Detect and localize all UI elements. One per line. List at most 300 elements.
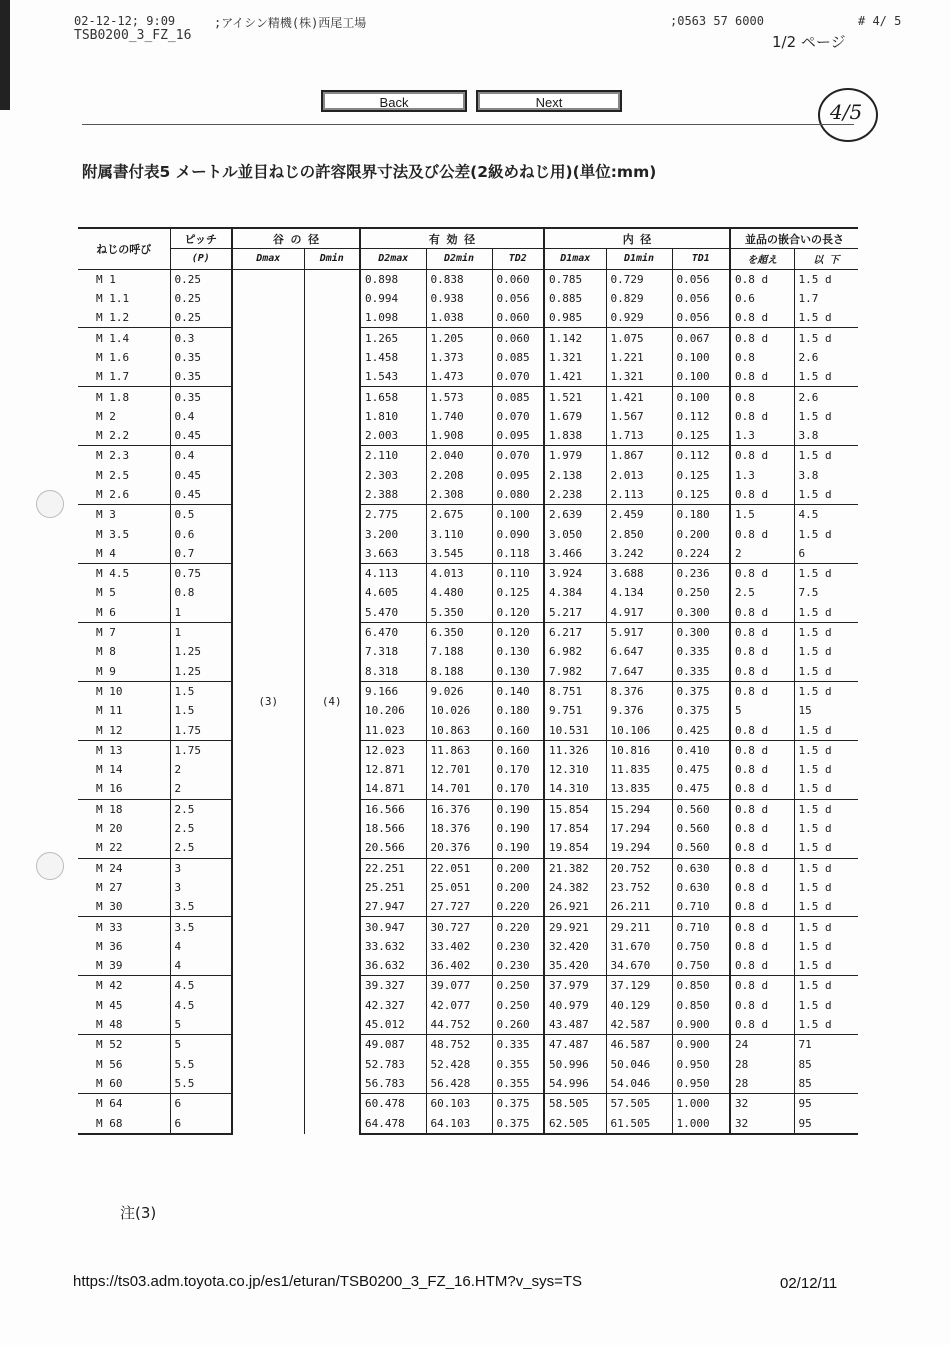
cell-pitch: 2.5 [170, 799, 232, 819]
cell-under: 1.5 d [794, 603, 858, 623]
cell-d2max: 25.251 [360, 878, 426, 897]
cell-td2: 0.060 [492, 269, 544, 289]
cell-td2: 0.120 [492, 622, 544, 642]
cell-td2: 0.230 [492, 937, 544, 956]
cell-td2: 0.160 [492, 720, 544, 740]
cell-td2: 0.200 [492, 878, 544, 897]
header-dmax: Dmax [232, 249, 304, 269]
table-row [78, 1094, 858, 1114]
cell-d2min: 2.308 [426, 485, 492, 505]
cell-d2min: 9.026 [426, 681, 492, 701]
cell-td2: 0.095 [492, 466, 544, 485]
header-engagement-length: 並品の嵌合いの長さ [730, 228, 858, 249]
cell-pitch: 0.8 [170, 583, 232, 602]
cell-name: M 20 [96, 822, 123, 836]
cell-td2: 0.060 [492, 328, 544, 348]
cell-td2: 0.220 [492, 897, 544, 917]
cell-pitch: 4 [170, 937, 232, 956]
cell-over: 0.8 d [730, 799, 794, 819]
cell-d2min: 2.675 [426, 505, 492, 525]
table-row [78, 524, 858, 543]
cell-d1max: 62.505 [544, 1113, 606, 1133]
cell-d1min: 6.647 [606, 642, 672, 661]
cell-pitch: 0.4 [170, 407, 232, 426]
cell-name: M 1.2 [78, 308, 170, 328]
cell-name: M 68 [78, 1113, 170, 1133]
cell-name: M 16 [78, 779, 170, 799]
cell-d2max: 1.543 [360, 367, 426, 387]
cell-d2min: 44.752 [426, 1015, 492, 1035]
table-row [78, 328, 858, 348]
cell-name: M 27 [96, 880, 123, 894]
cell-pitch: 1.75 [170, 720, 232, 740]
cell-d1max: 40.979 [544, 996, 606, 1015]
cell-pitch: 3 [170, 858, 232, 878]
cell-over: 0.8 d [730, 976, 794, 996]
cell-under: 1.5 d [794, 937, 858, 956]
cell-pitch: 2 [170, 760, 232, 779]
cell-under: 1.5 d [794, 1015, 858, 1035]
cell-d1max: 43.487 [544, 1015, 606, 1035]
table-row [78, 308, 858, 328]
cell-td2: 0.100 [492, 505, 544, 525]
cell-d1max: 12.310 [544, 760, 606, 779]
cell-over: 0.8 d [730, 603, 794, 623]
header-under: 以 下 [794, 249, 858, 269]
cell-d1max: 1.979 [544, 446, 606, 466]
cell-d2min: 33.402 [426, 937, 492, 956]
cell-td2: 0.095 [492, 426, 544, 446]
cell-under: 1.5 d [794, 956, 858, 976]
cell-d1max: 32.420 [544, 937, 606, 956]
cell-d2max: 2.303 [360, 466, 426, 485]
cell-d2min: 10.863 [426, 720, 492, 740]
cell-d1max: 26.921 [544, 897, 606, 917]
cell-under: 1.5 d [794, 976, 858, 996]
cell-td1: 0.100 [672, 387, 730, 407]
table-row [78, 622, 858, 642]
cell-name: M 64 [96, 1097, 123, 1111]
table-row [78, 897, 858, 917]
cell-name: M 33 [96, 920, 123, 934]
table-row [78, 996, 858, 1015]
cell-d2min: 20.376 [426, 838, 492, 858]
cell-name: M 2.2 [78, 426, 170, 446]
cell-td1: 0.180 [672, 505, 730, 525]
cell-name: M 45 [96, 998, 123, 1012]
cell-d2max: 12.023 [360, 740, 426, 760]
cell-over: 0.8 d [730, 897, 794, 917]
cell-d2min: 1.373 [426, 348, 492, 367]
cell-pitch: 1 [170, 603, 232, 623]
cell-d2min: 1.205 [426, 328, 492, 348]
cell-d2min: 1.908 [426, 426, 492, 446]
back-button[interactable]: Back [321, 90, 467, 112]
cell-td2: 0.090 [492, 524, 544, 543]
cell-pitch: 3 [170, 878, 232, 897]
cell-d1max: 2.639 [544, 505, 606, 525]
cell-over: 0.8 d [730, 662, 794, 682]
cell-d1min: 1.221 [606, 348, 672, 367]
cell-d2max: 2.388 [360, 485, 426, 505]
cell-d1min: 9.376 [606, 701, 672, 720]
cell-under: 1.5 d [794, 799, 858, 819]
header-d2min: D2min [426, 249, 492, 269]
cell-under: 4.5 [794, 505, 858, 525]
cell-under: 1.5 d [794, 740, 858, 760]
cell-d2max: 2.110 [360, 446, 426, 466]
table-row [78, 662, 858, 682]
cell-d2max: 45.012 [360, 1015, 426, 1035]
cell-d2max: 3.200 [360, 524, 426, 543]
cell-pitch: 0.5 [170, 505, 232, 525]
cell-d1min: 10.106 [606, 720, 672, 740]
cell-td1: 0.112 [672, 407, 730, 426]
cell-over: 1.3 [730, 466, 794, 485]
cell-name: M 8 [96, 645, 116, 659]
cell-d2max: 9.166 [360, 681, 426, 701]
table-row [78, 348, 858, 367]
cell-td1: 0.950 [672, 1054, 730, 1073]
cell-d1max: 1.421 [544, 367, 606, 387]
cell-d2min: 36.402 [426, 956, 492, 976]
cell-td1: 0.200 [672, 524, 730, 543]
cell-name: M 1.4 [96, 331, 130, 345]
cell-pitch: 4.5 [170, 996, 232, 1015]
cell-d2min: 1.573 [426, 387, 492, 407]
cell-d2min: 27.727 [426, 897, 492, 917]
cell-name: M 3.5 [96, 527, 130, 541]
cell-pitch: 3.5 [170, 917, 232, 937]
cell-d2min: 39.077 [426, 976, 492, 996]
header-d1min: D1min [606, 249, 672, 269]
cell-d1max: 1.321 [544, 348, 606, 367]
cell-pitch: 2.5 [170, 819, 232, 838]
cell-under: 71 [794, 1035, 858, 1055]
cell-d1min: 1.321 [606, 367, 672, 387]
cell-td1: 0.750 [672, 956, 730, 976]
cell-under: 3.8 [794, 426, 858, 446]
cell-over: 32 [730, 1113, 794, 1133]
cell-under: 1.5 d [794, 622, 858, 642]
cell-pitch: 0.75 [170, 564, 232, 584]
cell-under: 1.5 d [794, 838, 858, 858]
cell-td2: 0.375 [492, 1094, 544, 1114]
cell-td2: 0.056 [492, 289, 544, 308]
cell-over: 0.8 d [730, 858, 794, 878]
cell-under: 7.5 [794, 583, 858, 602]
cell-d1min: 7.647 [606, 662, 672, 682]
cell-d2min: 3.545 [426, 544, 492, 564]
cell-over: 0.8 d [730, 1015, 794, 1035]
table-row [78, 426, 858, 446]
cell-td1: 0.335 [672, 642, 730, 661]
cell-under: 1.5 d [794, 897, 858, 917]
header-inner-diameter: 内 径 [544, 228, 730, 249]
cell-d1min: 19.294 [606, 838, 672, 858]
cell-td1: 0.475 [672, 779, 730, 799]
cell-d1min: 11.835 [606, 760, 672, 779]
cell-td1: 0.112 [672, 446, 730, 466]
table-row [78, 603, 858, 623]
cell-pitch: 2.5 [170, 838, 232, 858]
table-body [78, 269, 858, 1134]
cell-td1: 0.335 [672, 662, 730, 682]
cell-d2min: 16.376 [426, 799, 492, 819]
cell-under: 85 [794, 1054, 858, 1073]
cell-td1: 0.300 [672, 603, 730, 623]
cell-over: 1.3 [730, 426, 794, 446]
cell-d1min: 4.917 [606, 603, 672, 623]
cell-over: 0.6 [730, 289, 794, 308]
cell-d2min: 4.480 [426, 583, 492, 602]
cell-d2max: 11.023 [360, 720, 426, 740]
table-row [78, 917, 858, 937]
cell-over: 5 [730, 701, 794, 720]
cell-d2min: 64.103 [426, 1113, 492, 1133]
cell-d2max: 18.566 [360, 819, 426, 838]
cell-td2: 0.070 [492, 407, 544, 426]
cell-d2max: 2.003 [360, 426, 426, 446]
punch-hole-lower [36, 852, 64, 880]
cell-d2max: 22.251 [360, 858, 426, 878]
cell-under: 6 [794, 544, 858, 564]
cell-d1min: 2.850 [606, 524, 672, 543]
cell-td1: 0.125 [672, 426, 730, 446]
cell-td2: 0.190 [492, 799, 544, 819]
cell-d1max: 3.466 [544, 544, 606, 564]
cell-d2max: 16.566 [360, 799, 426, 819]
cell-name: M 9 [78, 662, 170, 682]
fax-sender: ;アイシン精機(株)西尾工場 [214, 16, 367, 30]
cell-td1: 0.410 [672, 740, 730, 760]
cell-d1max: 47.487 [544, 1035, 606, 1055]
cell-d2min: 25.051 [426, 878, 492, 897]
cell-under: 2.6 [794, 387, 858, 407]
cell-under: 15 [794, 701, 858, 720]
table-row [78, 799, 858, 819]
cell-d2max: 1.265 [360, 328, 426, 348]
cell-d1max: 1.142 [544, 328, 606, 348]
cell-name: M 13 [96, 743, 123, 757]
cell-name: M 48 [78, 1015, 170, 1035]
cell-td1: 0.630 [672, 878, 730, 897]
cell-d1min: 15.294 [606, 799, 672, 819]
cell-pitch: 5.5 [170, 1054, 232, 1073]
header-pitch: ピッチ [170, 228, 232, 249]
table-row [78, 878, 858, 897]
cell-name: M 14 [96, 763, 123, 777]
cell-d1max: 19.854 [544, 838, 606, 858]
cell-d1max: 15.854 [544, 799, 606, 819]
cell-pitch: 5 [170, 1015, 232, 1035]
cell-name: M 1.7 [78, 367, 170, 387]
table-row [78, 289, 858, 308]
cell-under: 1.5 d [794, 524, 858, 543]
cell-d2min: 7.188 [426, 642, 492, 661]
cell-d1max: 17.854 [544, 819, 606, 838]
cell-d2min: 52.428 [426, 1054, 492, 1073]
cell-d1max: 4.384 [544, 583, 606, 602]
cell-d2max: 14.871 [360, 779, 426, 799]
cell-td1: 0.056 [672, 269, 730, 289]
cell-td1: 0.560 [672, 799, 730, 819]
table-row [78, 583, 858, 602]
cell-td1: 0.900 [672, 1035, 730, 1055]
cell-d2max: 7.318 [360, 642, 426, 661]
cell-name: M 1.1 [96, 292, 130, 306]
cell-d2min: 1.038 [426, 308, 492, 328]
cell-name: M 52 [96, 1038, 123, 1052]
header-td2: TD2 [492, 249, 544, 269]
cell-td1: 0.950 [672, 1074, 730, 1094]
cell-under: 1.5 d [794, 858, 858, 878]
cell-d1max: 58.505 [544, 1094, 606, 1114]
cell-name: M 7 [96, 626, 116, 640]
cell-under: 1.5 d [794, 996, 858, 1015]
cell-d1max: 0.885 [544, 289, 606, 308]
next-button[interactable]: Next [476, 90, 622, 112]
cell-d1min: 40.129 [606, 996, 672, 1015]
cell-under: 1.5 d [794, 407, 858, 426]
cell-pitch: 5.5 [170, 1074, 232, 1094]
cell-over: 0.8 d [730, 740, 794, 760]
cell-over: 0.8 d [730, 996, 794, 1015]
cell-over: 0.8 d [730, 720, 794, 740]
cell-over: 2.5 [730, 583, 794, 602]
table-row [78, 1035, 858, 1055]
cell-under: 1.5 d [794, 446, 858, 466]
cell-d1max: 8.751 [544, 681, 606, 701]
cell-pitch: 0.35 [170, 348, 232, 367]
cell-d1min: 34.670 [606, 956, 672, 976]
footnote: 注(3) [120, 1204, 157, 1222]
cell-d1max: 37.979 [544, 976, 606, 996]
table-row [78, 740, 858, 760]
cell-d1max: 6.982 [544, 642, 606, 661]
table-title: 附属書付表5 メートル並目ねじの許容限界寸法及び公差(2級めねじ用)(単位:mm) [82, 163, 657, 181]
cell-d2min: 2.208 [426, 466, 492, 485]
cell-d1max: 9.751 [544, 701, 606, 720]
cell-d1min: 42.587 [606, 1015, 672, 1035]
cell-d2min: 0.838 [426, 269, 492, 289]
cell-d1min: 0.729 [606, 269, 672, 289]
table-row [78, 387, 858, 407]
cell-over: 0.8 d [730, 760, 794, 779]
cell-over: 0.8 d [730, 642, 794, 661]
cell-d1min: 0.829 [606, 289, 672, 308]
cell-d1max: 1.521 [544, 387, 606, 407]
table-row [78, 485, 858, 505]
table-row [78, 446, 858, 466]
source-url: https://ts03.adm.toyota.co.jp/es1/eturan/TSB0200_3_FZ_16.HTM?v_sys=TS [73, 1273, 583, 1290]
header-dmin: Dmin [304, 249, 360, 269]
cell-d2max: 0.994 [360, 289, 426, 308]
cell-pitch: 0.7 [170, 544, 232, 564]
cell-d1min: 0.929 [606, 308, 672, 328]
cell-name: M 4 [78, 544, 170, 564]
cell-over: 0.8 d [730, 956, 794, 976]
fax-phone: ;0563 57 6000 [670, 14, 764, 28]
cell-name: M 42 [96, 979, 123, 993]
cell-d1max: 5.217 [544, 603, 606, 623]
cell-d2max: 27.947 [360, 897, 426, 917]
cell-over: 2 [730, 544, 794, 564]
cell-d2min: 1.473 [426, 367, 492, 387]
table-row [78, 564, 858, 584]
cell-pitch: 0.25 [170, 289, 232, 308]
cell-d2min: 0.938 [426, 289, 492, 308]
cell-d2min: 4.013 [426, 564, 492, 584]
cell-td1: 0.630 [672, 858, 730, 878]
cell-d1min: 26.211 [606, 897, 672, 917]
cell-over: 0.8 d [730, 937, 794, 956]
cell-d1max: 2.238 [544, 485, 606, 505]
cell-pitch: 4.5 [170, 976, 232, 996]
cell-d1min: 2.113 [606, 485, 672, 505]
cell-over: 32 [730, 1094, 794, 1114]
cell-d1min: 3.242 [606, 544, 672, 564]
cell-td1: 0.250 [672, 583, 730, 602]
cell-d2max: 4.113 [360, 564, 426, 584]
cell-d2max: 1.458 [360, 348, 426, 367]
cell-d2min: 14.701 [426, 779, 492, 799]
cell-td2: 0.180 [492, 701, 544, 720]
cell-d1min: 1.713 [606, 426, 672, 446]
table-row [78, 407, 858, 426]
cell-under: 1.5 d [794, 642, 858, 661]
table-row [78, 819, 858, 838]
cell-td1: 0.560 [672, 838, 730, 858]
cell-d2min: 8.188 [426, 662, 492, 682]
cell-name: M 2 [96, 409, 116, 423]
cell-over: 0.8 d [730, 838, 794, 858]
cell-name: M 30 [78, 897, 170, 917]
cell-pitch: 1.25 [170, 662, 232, 682]
cell-td1: 0.056 [672, 289, 730, 308]
cell-name: M 11 [96, 704, 123, 718]
cell-under: 1.5 d [794, 367, 858, 387]
cell-td2: 0.375 [492, 1113, 544, 1133]
thread-tolerance-table [78, 227, 858, 1135]
cell-td2: 0.130 [492, 662, 544, 682]
cell-d2min: 11.863 [426, 740, 492, 760]
cell-td1: 0.300 [672, 622, 730, 642]
cell-d1min: 61.505 [606, 1113, 672, 1133]
cell-d1min: 1.567 [606, 407, 672, 426]
cell-d1max: 1.679 [544, 407, 606, 426]
cell-name: M 24 [96, 861, 123, 875]
cell-d2max: 4.605 [360, 583, 426, 602]
cell-d1min: 1.867 [606, 446, 672, 466]
cell-d1min: 2.459 [606, 505, 672, 525]
cell-d2max: 12.871 [360, 760, 426, 779]
cell-d2min: 10.026 [426, 701, 492, 720]
punch-hole-upper [36, 490, 64, 518]
table-row [78, 269, 858, 289]
cell-under: 95 [794, 1094, 858, 1114]
cell-td2: 0.335 [492, 1035, 544, 1055]
cell-td1: 0.100 [672, 348, 730, 367]
cell-d2max: 1.658 [360, 387, 426, 407]
header-td1: TD1 [672, 249, 730, 269]
cell-td1: 0.850 [672, 996, 730, 1015]
cell-td2: 0.170 [492, 760, 544, 779]
cell-td1: 1.000 [672, 1113, 730, 1133]
cell-pitch: 6 [170, 1113, 232, 1133]
cell-pitch: 5 [170, 1035, 232, 1055]
cell-under: 1.5 d [794, 328, 858, 348]
